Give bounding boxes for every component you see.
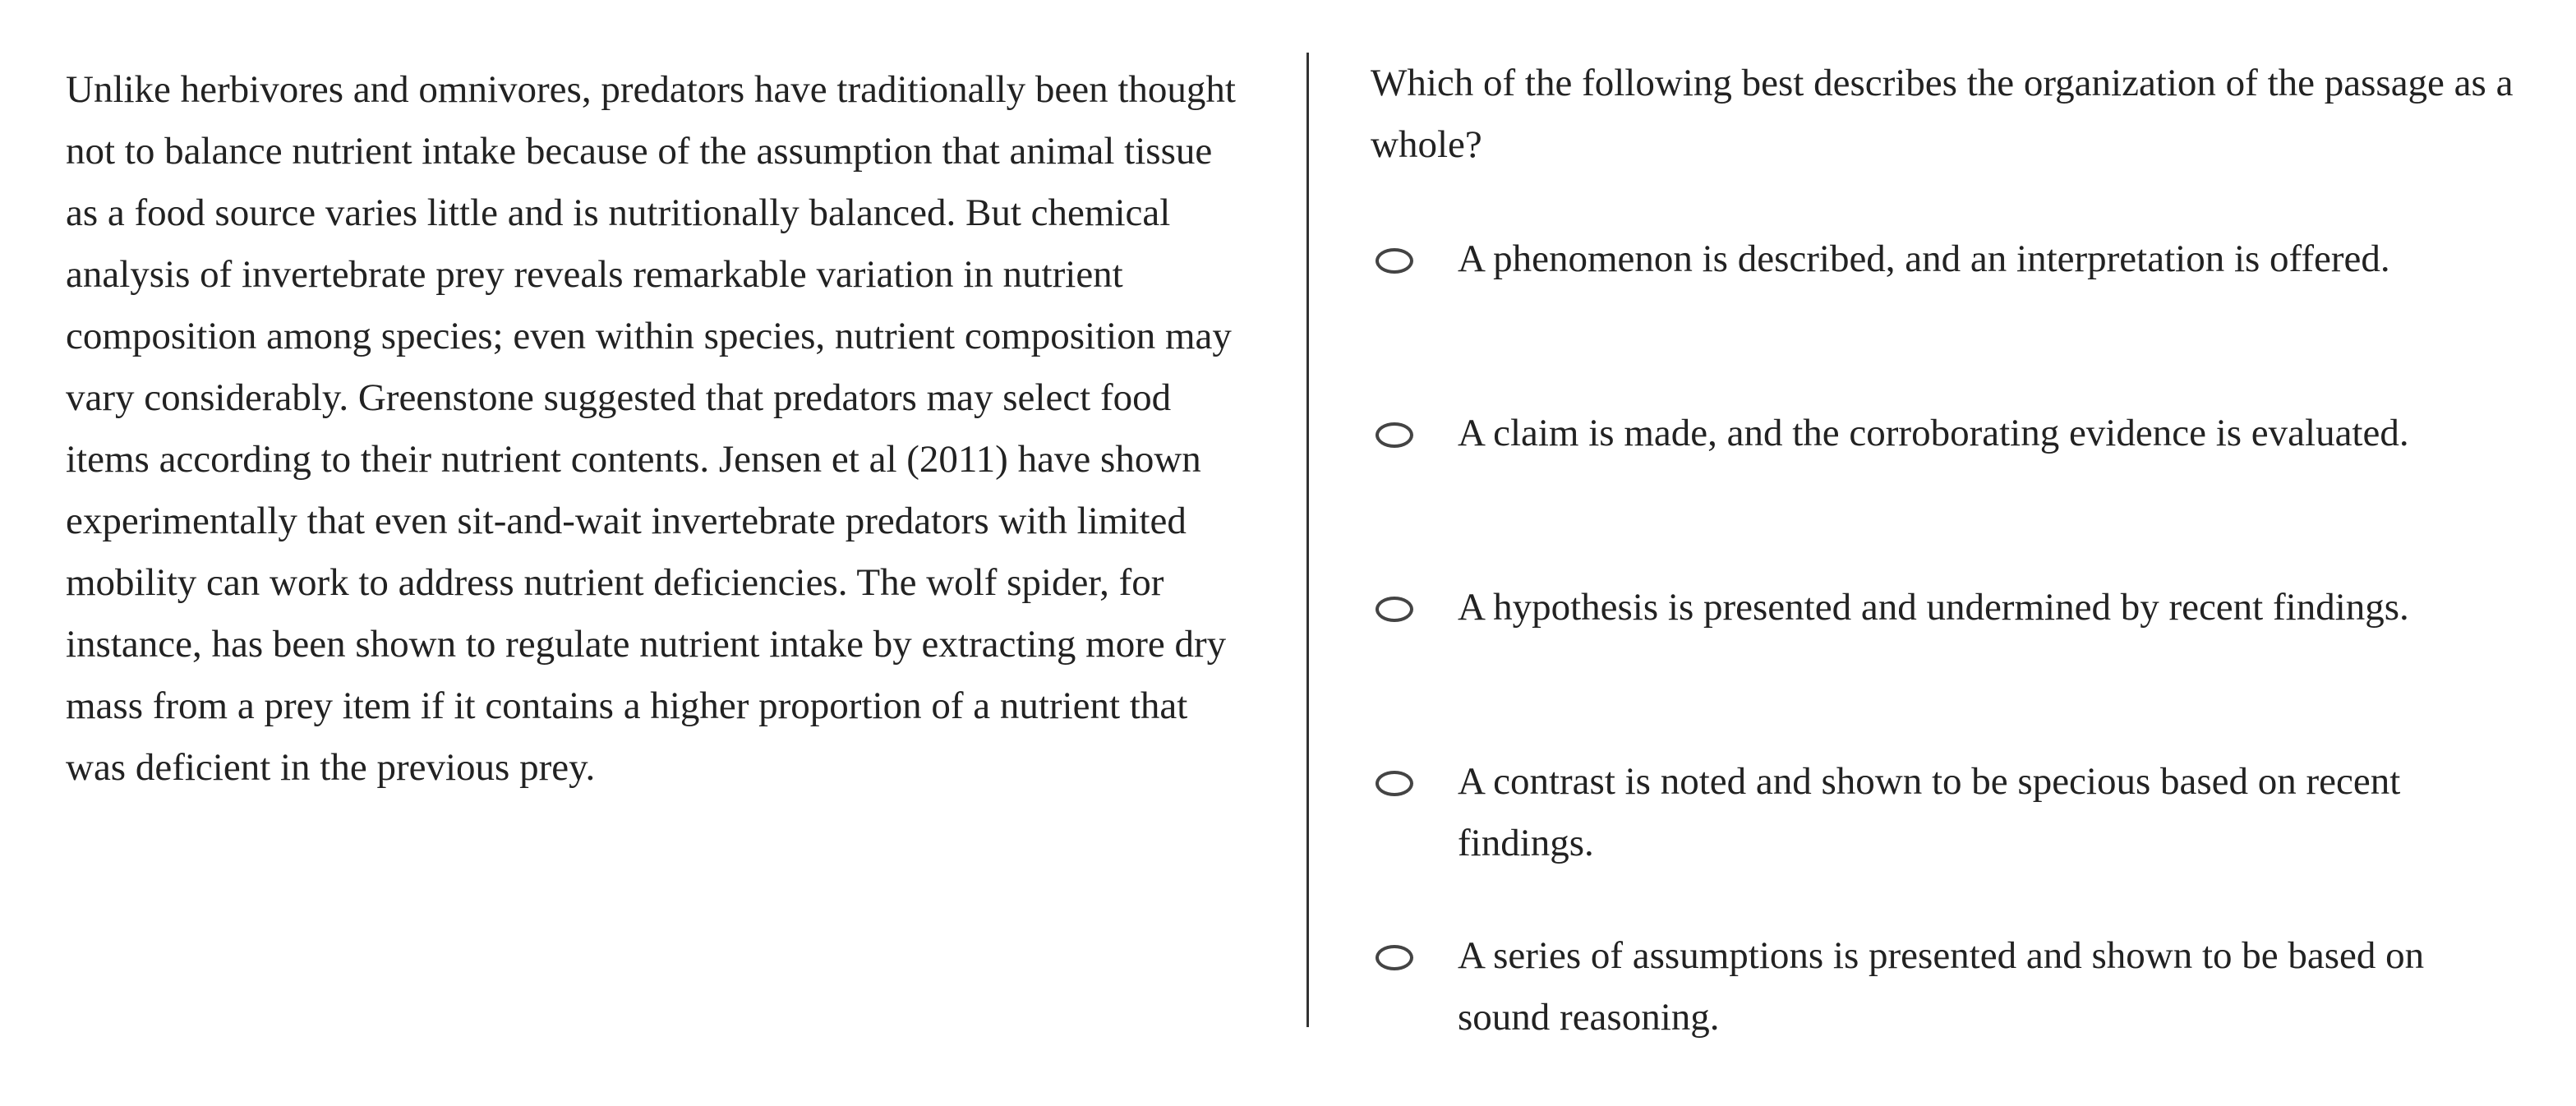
panel-divider [1306,53,1309,1027]
radio-button-d[interactable] [1376,771,1413,796]
passage-panel [66,59,1249,799]
question-panel [1371,53,2521,176]
answer-option-label: A hypothesis is presented and undermined by recent findings. [1458,586,2409,629]
answer-option-label: A contrast is noted and shown to be specious based on recent findings. [1458,760,2401,864]
answer-option-label: A phenomenon is described, and an interpretation is offered. [1458,237,2390,280]
answer-option-c[interactable] [1371,577,2537,708]
radio-button-e[interactable] [1376,945,1413,970]
answer-option-b[interactable] [1371,403,2537,534]
radio-button-c[interactable] [1376,597,1413,622]
answer-option-label: A series of assumptions is presented and shown to be based on sound reasoning. [1458,934,2425,1039]
question-stem: Which of the following best describes the organization of the passage as a whole? [1371,62,2514,166]
answer-option-label: A claim is made, and the corroborating evidence is evaluated. [1458,412,2409,454]
answer-option-d[interactable] [1371,751,2537,882]
radio-button-b[interactable] [1376,422,1413,448]
answer-option-a[interactable] [1371,228,2537,360]
answer-option-e[interactable] [1371,925,2537,1057]
radio-button-a[interactable] [1376,248,1413,274]
passage-text: Unlike herbivores and omnivores, predators have traditionally been thought not to balance nutrient intake because of the assumption that animal tissue as a food source varies little and is nutritionally balanced. But chemical analysis of invertebrate prey reveals remarkable variation in nutrient composition among species; even within species, nutrient composition may vary considerably. Greenstone suggested that predators may select food items according to their nutrient contents. Jensen et al (2011) have shown experimentally that even sit-and-wait invertebrate predators with limited mobility can work to address nutrient deficiencies. The wolf spider, for instance, has been shown to regulate nutrient intake by extracting more dry mass from a prey item if it contains a higher proportion of a nutrient that was deficient in the previous prey. [66,68,1236,789]
